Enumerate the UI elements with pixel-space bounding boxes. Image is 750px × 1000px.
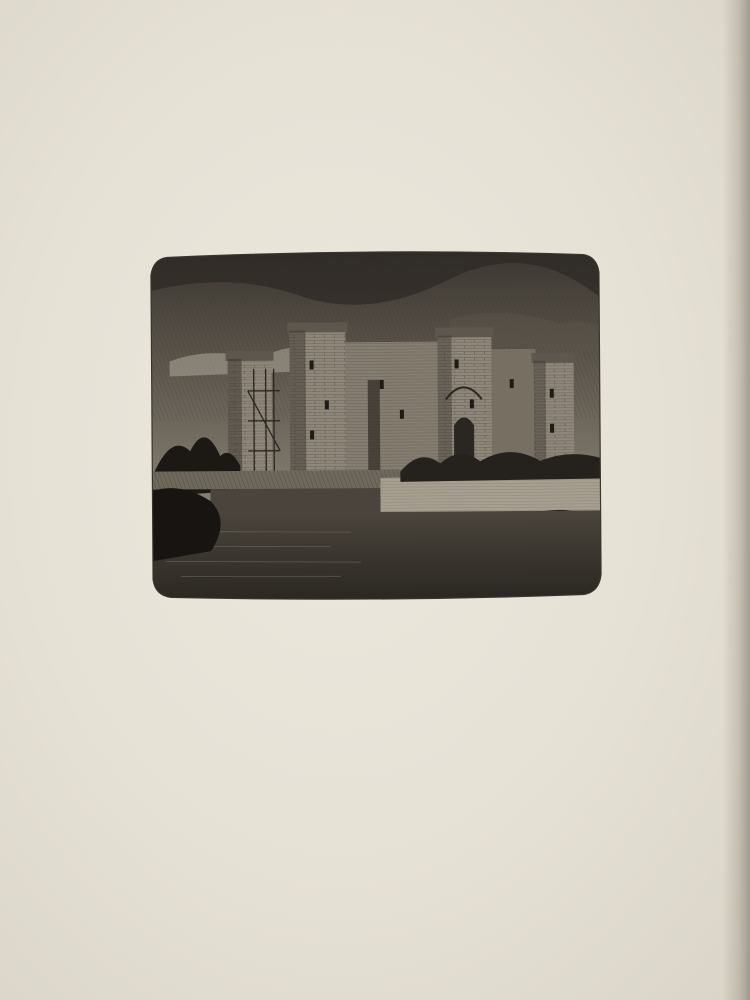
running-head bbox=[0, 64, 750, 72]
bastille-engraving bbox=[149, 248, 603, 601]
page-edge-shadow bbox=[722, 0, 750, 1000]
body-text-block bbox=[84, 633, 686, 635]
top-text-block bbox=[112, 76, 648, 96]
